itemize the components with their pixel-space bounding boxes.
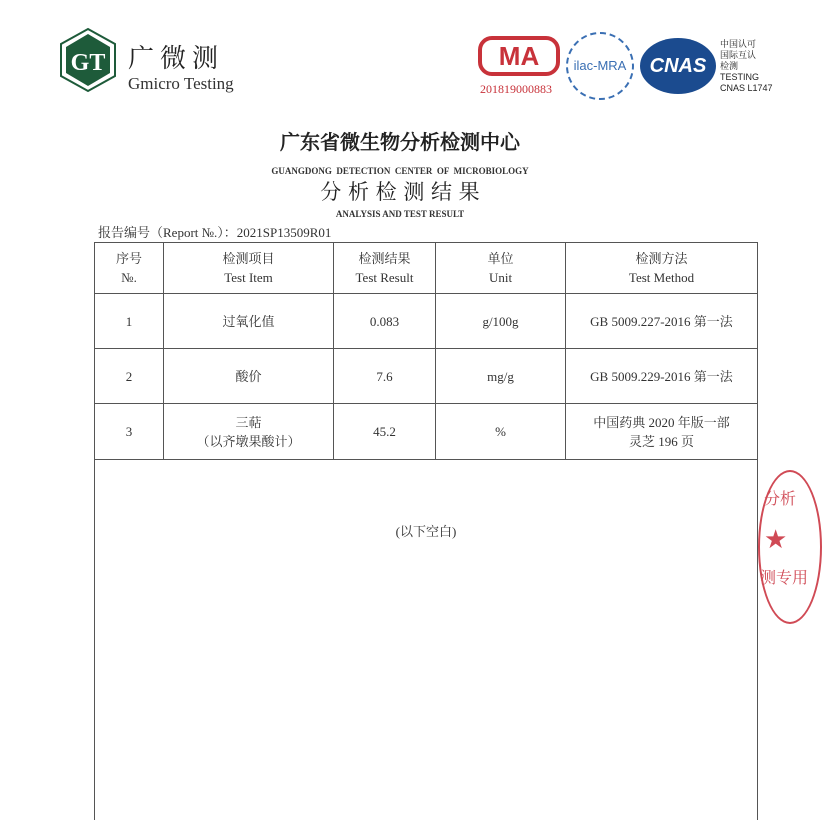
table-cell: GB 5009.229-2016 第一法	[566, 349, 758, 404]
cell-text: Test Item	[224, 270, 273, 285]
header-item	[164, 243, 334, 294]
cnas-text: 中国认可 国际互认 检测 TESTING CNAS L1747	[720, 39, 773, 93]
header-method	[566, 243, 758, 294]
cell-text: 检测方法	[635, 251, 688, 266]
cell-text: 序号	[115, 251, 142, 266]
org-title-en: GUANGDONG DETECTION CENTER OF MICROBIOLOGY	[271, 166, 529, 176]
doc-title-en: ANALYSIS AND TEST RESULT	[335, 209, 465, 219]
cell-text: 中国药典 2020 年版一部	[593, 414, 730, 430]
cell-text: Unit	[488, 270, 513, 285]
cell-text: （以齐墩果酸计）	[196, 433, 301, 449]
table-row	[95, 404, 758, 460]
table-cell: mg/g	[436, 349, 566, 404]
table-cell	[164, 404, 334, 460]
table-cell: 3	[95, 404, 164, 460]
table-cell: 45.2	[334, 404, 436, 460]
cma-number: 201819000883	[480, 82, 552, 96]
table-cell: GB 5009.227-2016 第一法	[566, 294, 758, 349]
gmicro-logo	[60, 28, 116, 92]
table-cell: g/100g	[436, 294, 566, 349]
doc-title-cn: 分 析 检 测 结 果	[320, 180, 480, 204]
cell-text: 灵芝 196 页	[628, 433, 694, 449]
header-result	[334, 243, 436, 294]
cell-text: Test Method	[628, 270, 695, 285]
cell-text: Test Result	[355, 270, 414, 285]
table-header-row	[95, 243, 758, 294]
header-no	[95, 243, 164, 294]
blank-note: (以下空白)	[95, 460, 758, 820]
cnas-logo: CNAS	[640, 38, 716, 94]
table-cell	[566, 404, 758, 460]
cell-text: 检测结果	[358, 251, 411, 266]
table-cell: 酸价	[164, 349, 334, 404]
cell-text: №.	[121, 270, 137, 285]
table-cell: 2	[95, 349, 164, 404]
report-number: 报告编号（Report №.）：2021SP13509R01	[98, 225, 332, 240]
org-title-cn: 广东省微生物分析检测中心	[280, 130, 520, 154]
table-cell: 1	[95, 294, 164, 349]
cell-text: 三萜	[235, 414, 262, 430]
brand-name-cn: 广微测	[128, 44, 225, 74]
table-row	[95, 349, 758, 404]
table-cell: 7.6	[334, 349, 436, 404]
blank-row	[95, 460, 758, 820]
cell-text: 检测项目	[222, 251, 275, 266]
table-cell: 过氧化值	[164, 294, 334, 349]
cma-logo: MA	[478, 36, 560, 76]
table-row	[95, 294, 758, 349]
red-seal-stamp: 分析 ★ 测专用	[758, 470, 822, 624]
table-cell: %	[436, 404, 566, 460]
brand-name-en: Gmicro Testing	[128, 74, 234, 93]
header-unit	[436, 243, 566, 294]
table-cell: 0.083	[334, 294, 436, 349]
svg-text:GT: GT	[70, 50, 106, 76]
ilac-mra-logo: ilac-MRA	[566, 32, 634, 100]
results-table	[94, 242, 758, 820]
cell-text: 单位	[487, 251, 514, 266]
